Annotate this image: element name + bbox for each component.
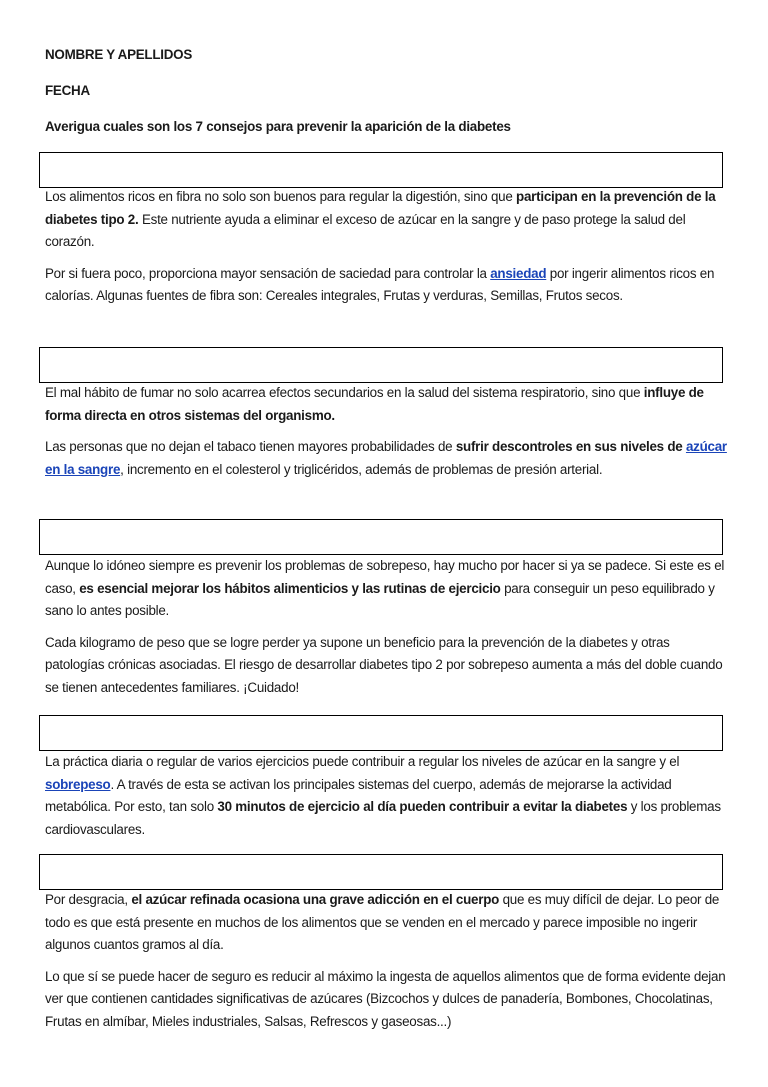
section-smoking bbox=[45, 382, 729, 490]
paragraph: La práctica diaria o regular de varios ejercicios puede contribuir a regular los niveles de azúcar en la sangre y el sobrepeso. A través de esta se activan los principales sistemas del cuerpo, además de mejorarse la actividad metabólica. Por esto, tan solo 30 minutos de ejercicio al día pueden contribuir a evitar la diabetes y los problemas cardiovasculares. bbox=[45, 754, 721, 837]
paragraph: Lo que sí se puede hacer de seguro es reducir al máximo la ingesta de aquellos alimentos que de forma evidente dejan ver que contienen cantidades significativas de azúcares (Bizcochos y dulces de panadería, Bombones, Chocolatinas, Frutas en almíbar, Mieles industriales, Salsas, Refrescos y gaseosas...) bbox=[45, 968, 726, 1029]
answer-box-2[interactable] bbox=[39, 347, 723, 383]
paragraph: Cada kilogramo de peso que se logre perder ya supone un beneficio para la prevención de la diabetes y otras patologías crónicas asociadas. El riesgo de desarrollar diabetes tipo 2 por sobrepeso aumenta a más del doble cuando se tienen antecedentes familiares. ¡Cuidado! bbox=[45, 634, 723, 695]
paragraph: Las personas que no dejan el tabaco tienen mayores probabilidades de sufrir descontroles en sus niveles de azúcar en la sangre, incremento en el colesterol y triglicéridos, además de problemas de presión arterial. bbox=[45, 439, 727, 477]
answer-box-3[interactable] bbox=[39, 519, 723, 555]
paragraph: Por si fuera poco, proporciona mayor sensación de saciedad para controlar la ansiedad por ingerir alimentos ricos en calorías. Algunas fuentes de fibra son: Cereales integrales, Frutas y verduras, Semillas, Frutos secos. bbox=[45, 265, 715, 303]
question-heading: Averigua cuales son los 7 consejos para prevenir la aparición de la diabetes bbox=[45, 119, 511, 134]
paragraph: Los alimentos ricos en fibra no solo son buenos para regular la digestión, sino que participan en la prevención de la diabetes tipo 2. Este nutriente ayuda a eliminar el exceso de azúcar en la sangre y de paso protege la salud del corazón. bbox=[45, 189, 716, 249]
section-fiber bbox=[45, 186, 729, 317]
section-sugar bbox=[45, 889, 729, 1042]
section-overweight bbox=[45, 555, 729, 708]
answer-box-1[interactable] bbox=[39, 152, 723, 188]
link-ansiedad[interactable]: ansiedad bbox=[490, 265, 547, 281]
date-label: FECHA bbox=[45, 83, 90, 98]
link-sobrepeso[interactable]: sobrepeso bbox=[45, 776, 111, 792]
answer-box-4[interactable] bbox=[39, 715, 723, 751]
name-label: NOMBRE Y APELLIDOS bbox=[45, 47, 193, 62]
paragraph: Por desgracia, el azúcar refinada ocasiona una grave adicción en el cuerpo que es muy difícil de dejar. Lo peor de todo es que está presente en muchos de los alimentos que se venden en el mercado y parece imposible no ingerir algunos cuantos gramos al día. bbox=[45, 892, 720, 952]
paragraph: Aunque lo idóneo siempre es prevenir los problemas de sobrepeso, hay mucho por hacer si ya se padece. Si este es el caso, es esencial mejorar los hábitos alimenticios y las rutinas de ejercicio para conseguir un peso equilibrado y sano lo antes posible. bbox=[45, 558, 725, 618]
paragraph: El mal hábito de fumar no solo acarrea efectos secundarios en la salud del sistema respiratorio, sino que influye de forma directa en otros sistemas del organismo. bbox=[45, 385, 704, 423]
answer-box-5[interactable] bbox=[39, 854, 723, 890]
link-azucar-en-la-sangre[interactable]: azúcar en la sangre bbox=[45, 439, 727, 477]
section-exercise bbox=[45, 751, 729, 850]
